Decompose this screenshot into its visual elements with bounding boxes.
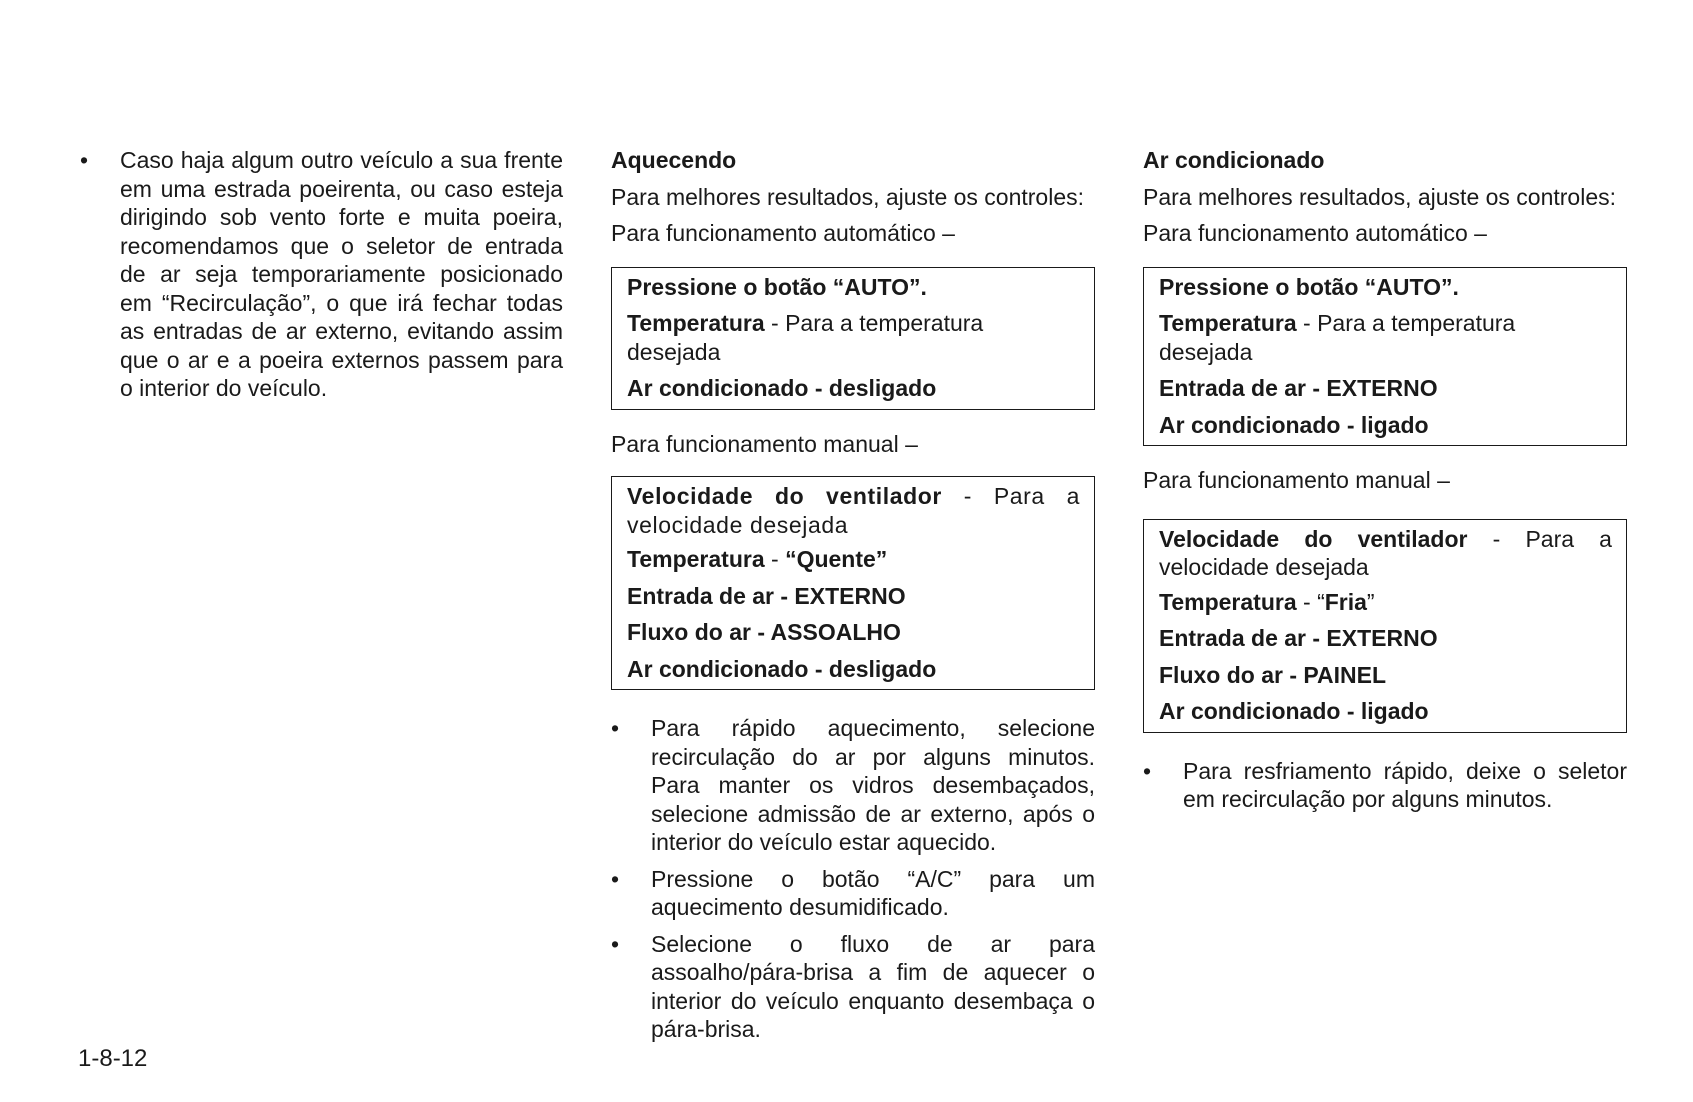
fan-speed-setting (1159, 525, 1612, 582)
air-intake-setting: Entrada de ar - EXTERNO (1159, 625, 1438, 651)
heating-tips-list (611, 714, 1095, 1044)
temperature-value: “Quente” (785, 546, 888, 572)
heating-auto-box (611, 267, 1095, 410)
temperature-label: Temperatura (627, 546, 765, 572)
air-conditioning-column (1143, 146, 1627, 822)
temperature-quote-end: ” (1366, 588, 1375, 615)
temperature-label: Temperatura (1159, 588, 1297, 615)
auto-button-instruction: Pressione o botão “AUTO”. (627, 273, 927, 300)
auto-button-instruction: Pressione o botão “AUTO”. (1159, 273, 1459, 300)
temperature-setting (627, 309, 1080, 366)
temperature-setting (627, 545, 1080, 574)
ac-setting: Ar condicionado - ligado (1159, 698, 1429, 724)
heating-heading: Aquecendo (611, 147, 737, 173)
heating-intro: Para melhores resultados, ajuste os controles: (611, 183, 1085, 210)
ac-manual-label: Para funcionamento manual – (1143, 467, 1450, 493)
fan-speed-value: - Para a velocidade desejada (1159, 525, 1612, 580)
temperature-setting (1159, 309, 1612, 366)
temperature-value: Fria (1324, 588, 1367, 615)
fan-speed-setting (627, 482, 1080, 539)
temperature-setting (1159, 588, 1612, 617)
left-column (80, 146, 563, 411)
list-item: • Para resfriamento rápido, deixe o seletor em recirculação por alguns minutos. (1143, 757, 1627, 814)
temperature-separator: - “ (1296, 588, 1325, 615)
air-flow-setting: Fluxo do ar - PAINEL (1159, 661, 1387, 688)
air-flow-setting: Fluxo do ar - ASSOALHO (627, 619, 901, 645)
page-number: 1-8-12 (78, 1045, 148, 1072)
ac-tips-list (1143, 757, 1627, 814)
fan-speed-value: - Para a velocidade desejada (627, 483, 1081, 538)
air-intake-setting: Entrada de ar - EXTERNO (1159, 375, 1438, 401)
list-item: • Caso haja algum outro veículo a sua frente em uma estrada poeirenta, ou caso esteja dirigindo sob vento forte e muita poeira, recomendamos que o seletor de entrada de ar seja temporariamente posicionado em “Recirculação”, o que irá fechar todas as entradas de ar externo, evitando assim que o ar e a poeira externos passem para o interior do veículo. (80, 146, 563, 403)
fan-speed-label: Velocidade do ventilador (1159, 525, 1468, 552)
temperature-value: - Para a temperatura desejada (627, 310, 984, 365)
air-intake-setting: Entrada de ar - EXTERNO (627, 582, 906, 609)
list-item: • Pressione o botão “A/C” para um aquecimento desumidificado. (611, 865, 1095, 922)
ac-auto-label: Para funcionamento automático – (1143, 220, 1487, 246)
temperature-separator: - (764, 546, 786, 572)
heating-auto-label: Para funcionamento automático – (611, 220, 955, 246)
list-item: • Para rápido aquecimento, selecione recirculação do ar por alguns minutos. Para manter os vidros desembaçados, selecione admissão de ar externo, após o interior do veículo estar aquecido. (611, 714, 1095, 857)
temperature-label: Temperatura (1159, 310, 1297, 336)
ac-setting: Ar condicionado - desligado (627, 375, 937, 401)
ac-setting: Ar condicionado - desligado (627, 655, 937, 682)
fan-speed-label: Velocidade do ventilador (627, 483, 942, 509)
ac-auto-box (1143, 267, 1627, 447)
temperature-value: - Para a temperatura desejada (1159, 310, 1516, 365)
heating-column (611, 146, 1095, 1052)
list-item: • Selecione o fluxo de ar para assoalho/pára-brisa a fim de aquecer o interior do veículo enquanto desembaça o pára-brisa. (611, 930, 1095, 1044)
ac-manual-box (1143, 519, 1627, 733)
ac-heading: Ar condicionado (1143, 147, 1325, 173)
ac-setting: Ar condicionado - ligado (1159, 411, 1429, 438)
heating-manual-label: Para funcionamento manual – (611, 430, 918, 457)
dust-advice-list (80, 146, 563, 403)
heating-manual-box (611, 476, 1095, 690)
ac-intro: Para melhores resultados, ajuste os controles: (1143, 183, 1617, 210)
temperature-label: Temperatura (627, 310, 765, 336)
